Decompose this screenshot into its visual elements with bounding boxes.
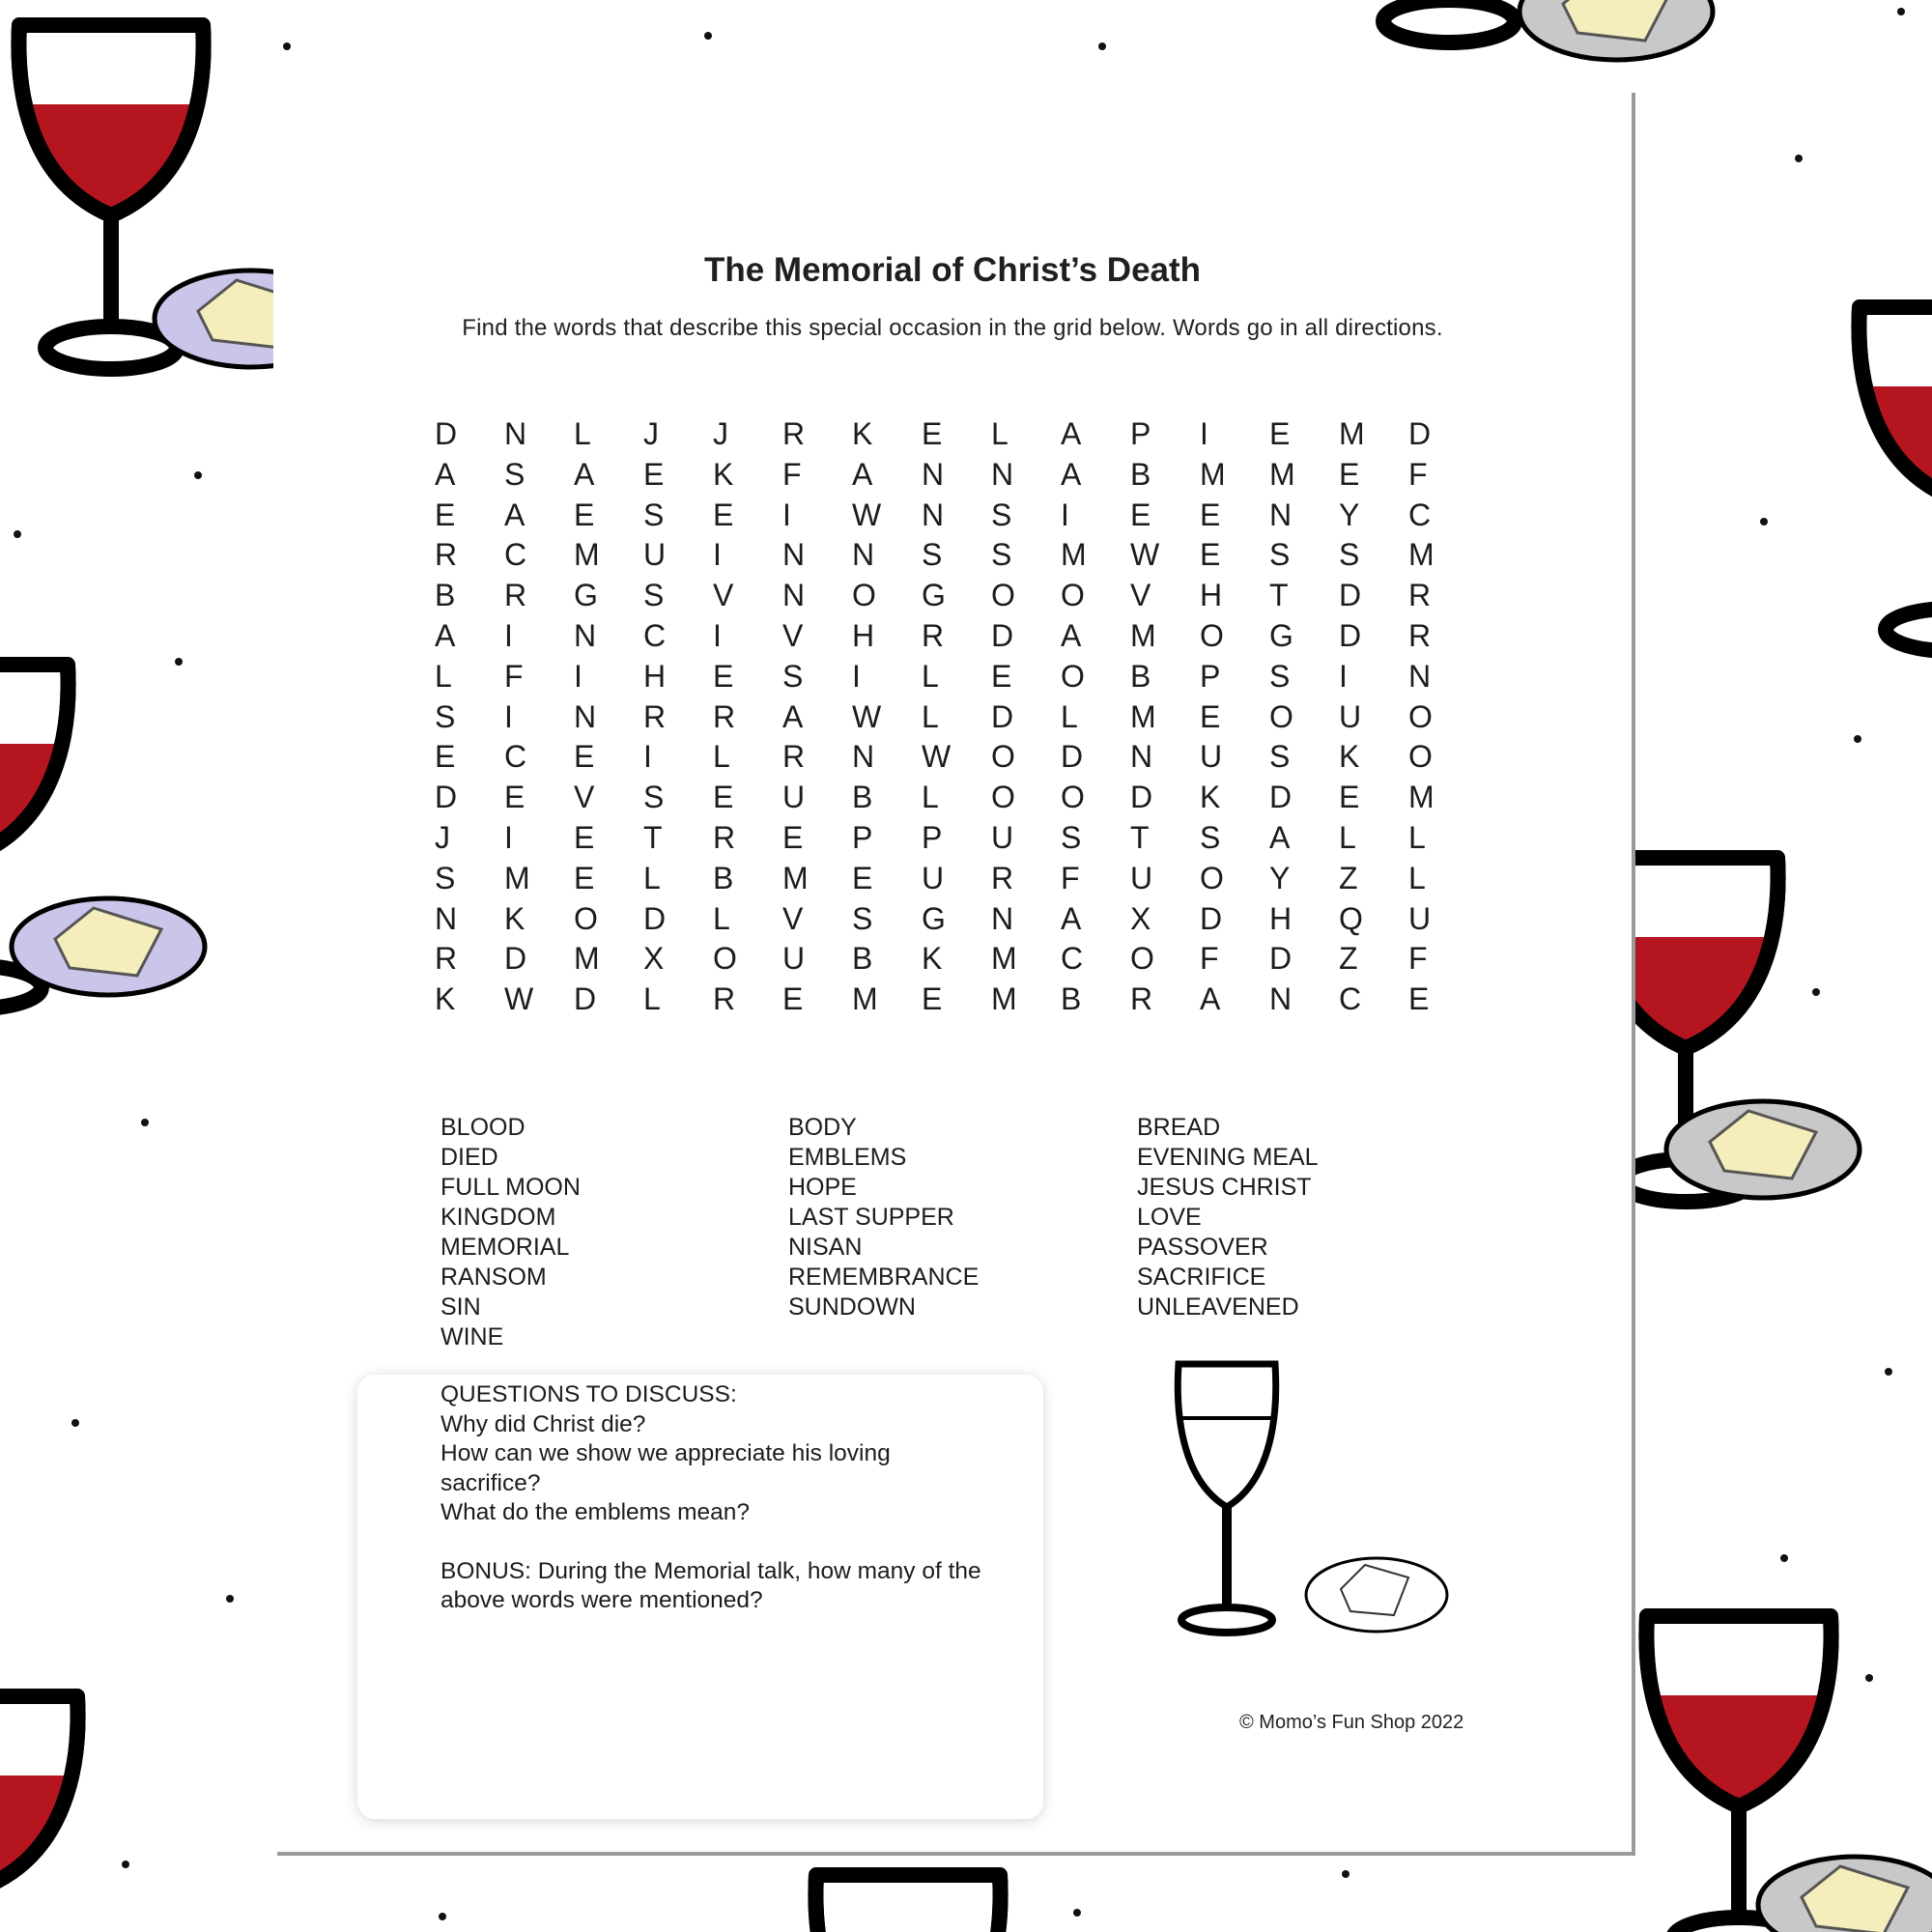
grid-letter: S [922,537,943,573]
question-item: Why did Christ die? [440,1410,646,1437]
grid-letter: R [991,860,1014,895]
grid-letter: P [1130,416,1151,451]
question-item: What do the emblems mean? [440,1499,751,1525]
grid-letter: S [435,860,456,895]
grid-letter: D [1269,941,1293,977]
grid-letter: L [922,780,939,815]
grid-letter: S [991,497,1012,532]
grid-letter: I [504,819,513,855]
grid-letter: M [1339,416,1365,451]
grid-letter: M [1408,780,1435,815]
grid-letter: C [504,537,527,573]
grid-letter: J [435,819,450,855]
grid-letter: S [1269,658,1291,694]
grid-letter: H [1269,900,1293,936]
grid-letter: O [1061,780,1085,815]
word-list-item: REMEMBRANCE [788,1264,980,1291]
grid-letter: D [991,698,1014,734]
grid-letter: W [504,981,534,1017]
grid-letter: A [1200,981,1221,1017]
grid-letter: R [1130,981,1153,1017]
grid-letter: S [1200,819,1221,855]
grid-letter: Y [1269,860,1291,895]
word-list-item: NISAN [788,1234,863,1261]
grid-letter: S [643,780,665,815]
grid-letter: V [574,780,595,815]
grid-letter: T [643,819,663,855]
grid-letter: D [435,416,458,451]
grid-letter: D [1408,416,1432,451]
grid-letter: R [504,578,527,613]
bread-plate-icon [1666,1101,1860,1198]
copyright: © Momo’s Fun Shop 2022 [1239,1712,1464,1733]
grid-letter: L [643,860,661,895]
grid-letter: N [852,739,875,775]
grid-letter: F [782,456,802,492]
grid-letter: D [435,780,458,815]
grid-letter: L [713,900,730,936]
grid-letter: L [922,658,939,694]
grid-letter: I [1339,658,1348,694]
grid-letter: X [1130,900,1151,936]
grid-letter: L [1339,819,1356,855]
wine-glass-icon [0,1696,78,1932]
grid-letter: D [504,941,527,977]
grid-letter: R [643,698,667,734]
grid-letter: O [1061,578,1085,613]
grid-letter: V [782,617,804,653]
grid-letter: N [922,456,945,492]
grid-letter: F [1061,860,1080,895]
bread-plate-icon [1520,0,1713,60]
grid-letter: W [852,497,882,532]
word-list-item: MEMORIAL [440,1234,570,1261]
grid-letter: A [1269,819,1291,855]
grid-letter: E [435,497,456,532]
grid-letter: R [1408,617,1432,653]
grid-letter: U [991,819,1014,855]
word-list-item: BODY [788,1114,857,1141]
grid-letter: I [713,537,722,573]
grid-letter: O [852,578,876,613]
grid-letter: P [922,819,943,855]
grid-letter: I [1200,416,1208,451]
grid-letter: E [435,739,456,775]
grid-letter: K [435,981,456,1017]
word-list-item: FULL MOON [440,1174,581,1201]
grid-letter: A [1061,416,1082,451]
grid-letter: N [574,617,597,653]
grid-letter: N [574,698,597,734]
grid-letter: U [782,941,806,977]
grid-letter: I [504,617,513,653]
grid-letter: T [1130,819,1150,855]
grid-letter: O [574,900,598,936]
grid-letter: S [1269,739,1291,775]
grid-letter: K [713,456,734,492]
grid-letter: E [991,658,1012,694]
grid-letter: N [1269,981,1293,1017]
grid-letter: I [643,739,652,775]
grid-letter: D [1061,739,1084,775]
grid-letter: N [504,416,527,451]
grid-letter: G [1269,617,1293,653]
grid-letter: M [991,981,1017,1017]
grid-letter: J [643,416,659,451]
grid-letter: E [574,860,595,895]
grid-letter: B [1061,981,1082,1017]
word-list-item: JESUS CHRIST [1137,1174,1312,1201]
grid-letter: N [1269,497,1293,532]
grid-letter: E [852,860,873,895]
grid-letter: L [1408,819,1426,855]
grid-letter: H [852,617,875,653]
grid-letter: W [922,739,952,775]
grid-letter: N [782,578,806,613]
grid-letter: V [713,578,734,613]
grid-letter: S [643,497,665,532]
grid-letter: E [1130,497,1151,532]
grid-letter: R [713,698,736,734]
grid-letter: A [1061,456,1082,492]
word-list-item: EMBLEMS [788,1144,907,1171]
grid-letter: M [1061,537,1087,573]
grid-letter: E [1200,497,1221,532]
grid-letter: D [1130,780,1153,815]
grid-letter: T [1269,578,1289,613]
grid-letter: N [852,537,875,573]
grid-letter: G [574,578,598,613]
grid-letter: R [435,941,458,977]
grid-letter: M [852,981,878,1017]
grid-letter: M [1200,456,1226,492]
grid-letter: A [435,617,456,653]
grid-letter: O [713,941,737,977]
grid-letter: E [1200,698,1221,734]
grid-letter: N [922,497,945,532]
grid-letter: U [782,780,806,815]
grid-letter: L [1061,698,1078,734]
grid-letter: S [1269,537,1291,573]
grid-letter: M [1130,698,1156,734]
grid-letter: E [574,819,595,855]
grid-letter: E [782,819,804,855]
grid-letter: V [782,900,804,936]
grid-letter: A [574,456,595,492]
bread-plate-icon [12,898,205,995]
grid-letter: N [1408,658,1432,694]
word-search-grid [435,414,1478,1020]
grid-letter: D [574,981,597,1017]
grid-letter: M [574,537,600,573]
word-list-item: PASSOVER [1137,1234,1268,1261]
grid-letter: E [574,739,595,775]
grid-letter: B [435,578,456,613]
grid-letter: P [852,819,873,855]
grid-letter: Z [1339,860,1358,895]
grid-letter: N [435,900,458,936]
bonus-question: BONUS: During the Memorial talk, how many of the above words were mentioned? [440,1557,981,1613]
word-list-item: KINGDOM [440,1204,556,1231]
grid-letter: E [1339,780,1360,815]
grid-letter: O [1269,698,1293,734]
grid-letter: I [574,658,582,694]
wine-glass-icon [1859,307,1932,651]
grid-letter: C [1061,941,1084,977]
grid-letter: C [1408,497,1432,532]
grid-letter: E [782,981,804,1017]
grid-letter: S [504,456,526,492]
grid-letter: D [1339,617,1362,653]
grid-letter: I [1061,497,1069,532]
grid-letter: F [1200,941,1219,977]
word-list-item: SACRIFICE [1137,1264,1266,1291]
grid-letter: O [991,578,1015,613]
grid-letter: I [782,497,791,532]
grid-letter: N [782,537,806,573]
grid-letter: K [852,416,873,451]
grid-letter: C [1339,981,1362,1017]
grid-letter: R [782,739,806,775]
grid-letter: N [991,900,1014,936]
word-list-item: UNLEAVENED [1137,1293,1299,1321]
grid-letter: L [574,416,591,451]
grid-letter: I [504,698,513,734]
grid-letter: M [782,860,809,895]
grid-letter: A [435,456,456,492]
grid-letter: S [1061,819,1082,855]
grid-letter: S [435,698,456,734]
grid-letter: U [1130,860,1153,895]
questions-text [440,1380,981,1616]
grid-letter: B [852,941,873,977]
grid-letter: P [1200,658,1221,694]
grid-letter: S [782,658,804,694]
grid-letter: I [852,658,861,694]
grid-letter: O [991,739,1015,775]
grid-letter: L [1408,860,1426,895]
wine-glass-icon [1356,0,1541,43]
grid-letter: O [1200,617,1224,653]
grid-letter: A [504,497,526,532]
grid-letter: F [1408,456,1428,492]
grid-letter: S [643,578,665,613]
grid-letter: K [1200,780,1221,815]
question-item: How can we show we appreciate his loving sacrifice? [440,1440,891,1496]
grid-letter: M [504,860,530,895]
grid-letter: M [1408,537,1435,573]
grid-letter: D [991,617,1014,653]
grid-letter: M [991,941,1017,977]
grid-letter: K [1339,739,1360,775]
grid-letter: E [1200,537,1221,573]
instructions: Find the words that describe this special occasion in the grid below. Words go in all directions. [462,315,1443,341]
word-list-item: SIN [440,1293,481,1321]
grid-letter: R [1408,578,1432,613]
grid-letter: L [643,981,661,1017]
grid-letter: S [991,537,1012,573]
bread-plate-icon [1758,1857,1932,1932]
grid-letter: A [782,698,804,734]
word-list-item: EVENING MEAL [1137,1144,1319,1171]
grid-letter: B [1130,456,1151,492]
wine-glass-icon [815,1875,1000,1932]
grid-letter: O [1200,860,1224,895]
grid-letter: U [922,860,945,895]
grid-letter: L [713,739,730,775]
grid-letter: H [643,658,667,694]
word-list-item: LOVE [1137,1204,1202,1231]
grid-letter: Y [1339,497,1360,532]
grid-letter: D [1269,780,1293,815]
grid-letter: U [1339,698,1362,734]
grid-letter: E [1269,416,1291,451]
grid-letter: K [922,941,943,977]
word-list-item: LAST SUPPER [788,1204,954,1231]
grid-letter: M [1130,617,1156,653]
grid-letter: U [643,537,667,573]
grid-letter: D [1200,900,1223,936]
grid-letter: E [922,416,943,451]
grid-letter: R [713,819,736,855]
grid-letter: M [574,941,600,977]
grid-letter: O [1408,739,1433,775]
grid-letter: S [852,900,873,936]
word-list-item: DIED [440,1144,498,1171]
grid-letter: Q [1339,900,1363,936]
word-list-column [788,1113,979,1322]
word-list-item: SUNDOWN [788,1293,916,1321]
grid-letter: E [713,658,734,694]
grid-letter: Z [1339,941,1358,977]
grid-letter: W [852,698,882,734]
grid-letter: E [1339,456,1360,492]
grid-letter: L [991,416,1009,451]
word-list-item: HOPE [788,1174,857,1201]
grid-letter: O [991,780,1015,815]
grid-letter: N [1130,739,1153,775]
grid-letter: R [922,617,945,653]
grid-letter: E [1408,981,1430,1017]
grid-letter: A [1061,617,1082,653]
grid-letter: E [574,497,595,532]
word-list-item: BLOOD [440,1114,526,1141]
grid-letter: D [643,900,667,936]
grid-letter: R [435,537,458,573]
page-title: The Memorial of Christ’s Death [703,251,1202,289]
grid-letter: L [435,658,452,694]
grid-letter: O [1408,698,1433,734]
grid-letter: U [1408,900,1432,936]
grid-letter: W [1130,537,1160,573]
word-list-column [440,1113,581,1352]
grid-letter: E [922,981,943,1017]
questions-heading: QUESTIONS TO DISCUSS: [440,1381,737,1407]
grid-letter: X [643,941,665,977]
grid-letter: A [852,456,873,492]
grid-letter: O [1061,658,1085,694]
grid-letter: A [1061,900,1082,936]
grid-letter: O [1130,941,1154,977]
grid-letter: B [713,860,734,895]
grid-letter: C [504,739,527,775]
grid-letter: N [991,456,1014,492]
grid-letter: H [1200,578,1223,613]
grid-letter: E [504,780,526,815]
grid-letter: F [1408,941,1428,977]
grid-letter: L [922,698,939,734]
grid-letter: M [1269,456,1295,492]
grid-letter: K [504,900,526,936]
grid-letter: S [1339,537,1360,573]
grid-letter: C [643,617,667,653]
grid-letter: F [504,658,524,694]
grid-letter: I [713,617,722,653]
grid-letter: E [713,780,734,815]
word-list-item: WINE [440,1323,504,1350]
worksheet-page [273,89,1632,1852]
word-list-item: BREAD [1137,1114,1221,1141]
wine-and-bread-icon [1167,1352,1457,1671]
grid-letter: G [922,900,946,936]
word-list-column [1137,1113,1319,1322]
grid-letter: E [643,456,665,492]
grid-letter: D [1339,578,1362,613]
word-list-item: RANSOM [440,1264,547,1291]
grid-letter: R [782,416,806,451]
grid-letter: U [1200,739,1223,775]
grid-letter: R [713,981,736,1017]
grid-letter: B [1130,658,1151,694]
grid-letter: B [852,780,873,815]
grid-letter: J [713,416,728,451]
grid-letter: V [1130,578,1151,613]
grid-letter: E [713,497,734,532]
grid-letter: G [922,578,946,613]
